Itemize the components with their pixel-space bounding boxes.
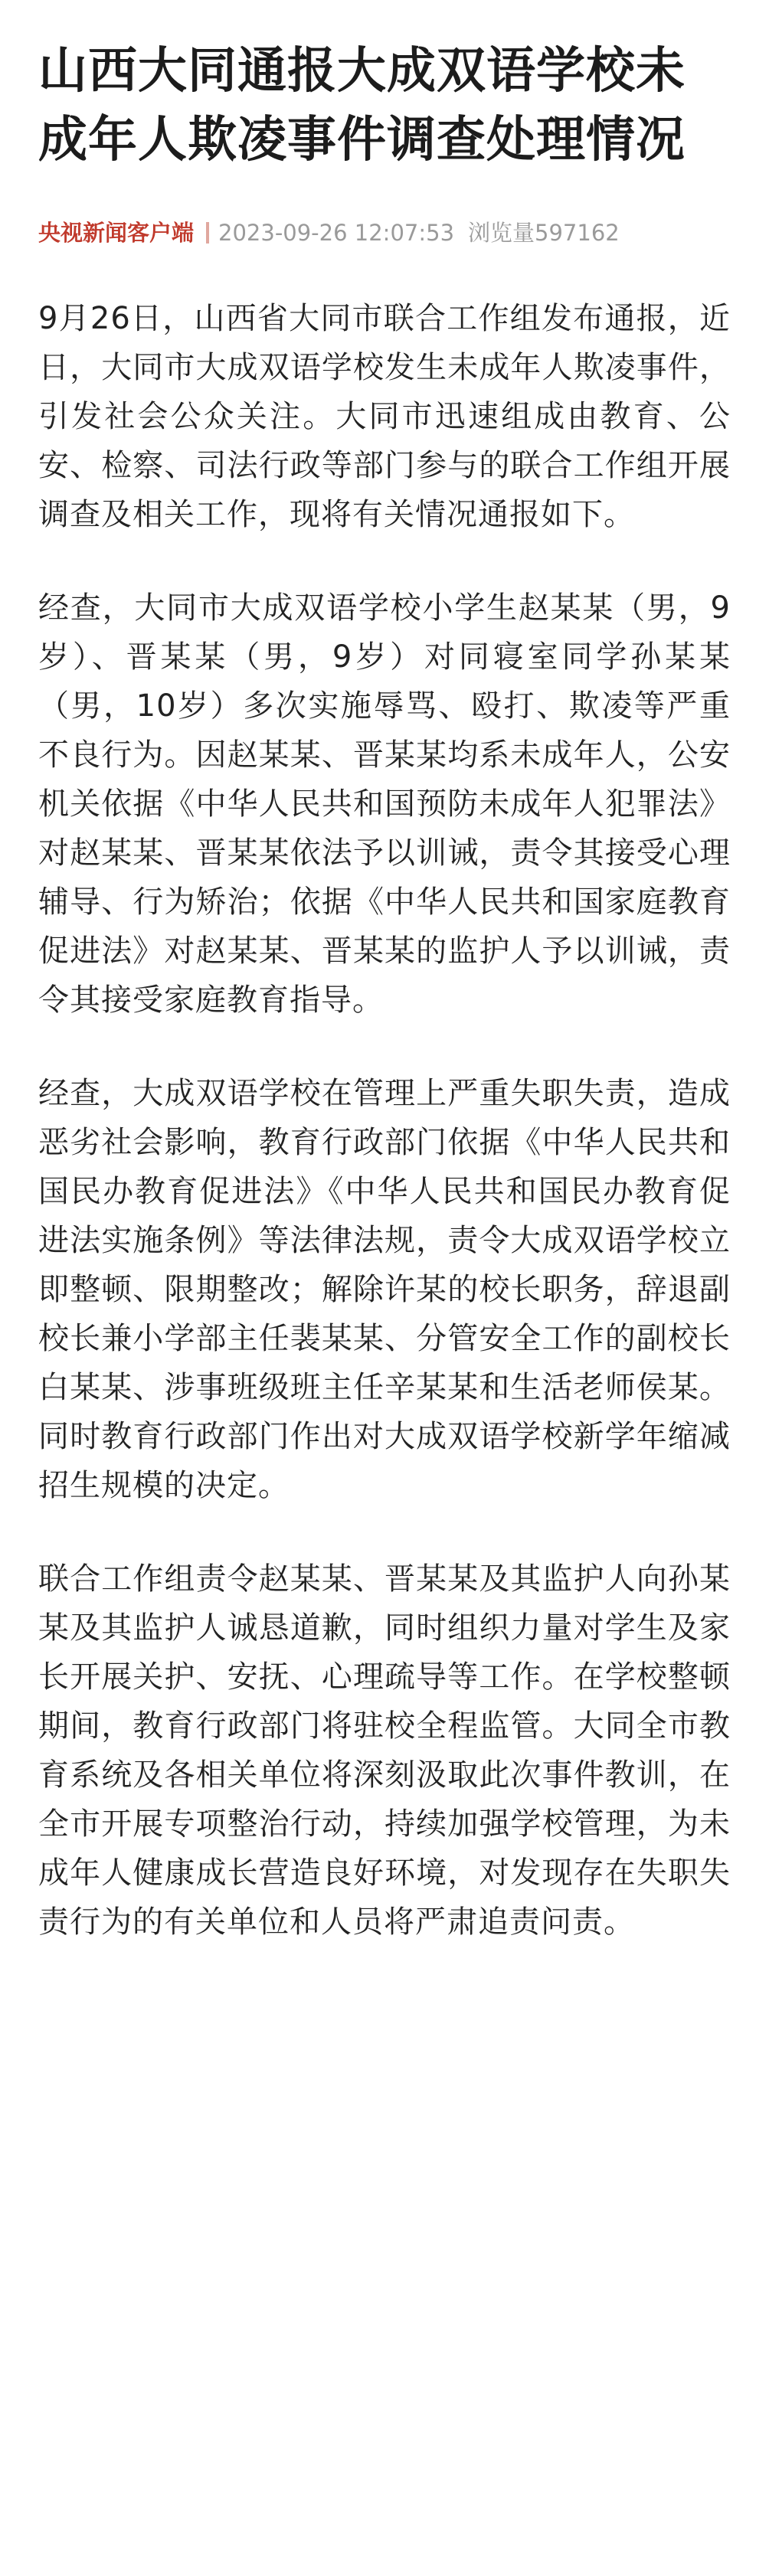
meta-divider	[206, 222, 209, 244]
view-count: 浏览量597162	[468, 220, 620, 246]
publish-time: 2023-09-26 12:07:53	[218, 220, 455, 246]
article-title: 山西大同通报大成双语学校未成年人欺凌事件调查处理情况	[38, 43, 686, 168]
paragraph-1: 9月26日，山西省大同市联合工作组发布通报，近日，大同市大成双语学校发生未成年人欺凌事件，引发社会公众关注。大同市迅速组成由教育、公安、检察、司法行政等部门参与的联合工作组开展调查及相关工作，现将有关情况通报如下。	[38, 301, 731, 532]
paragraph-2: 经查，大同市大成双语学校小学生赵某某（男，9岁）、晋某某（男，9岁）对同寝室同学孙某某（男，10岁）多次实施辱骂、殴打、欺凌等严重不良行为。因赵某某、晋某某均系未成年人，公安机关依据《中华人民共和国预防未成年人犯罪法》对赵某某、晋某某依法予以训诫，责令其接受心理辅导、行为矫治；依据《中华人民共和国家庭教育促进法》对赵某某、晋某某的监护人予以训诫，责令其接受家庭教育指导。	[38, 590, 731, 1018]
article-meta	[38, 217, 731, 248]
article-body	[38, 294, 731, 1947]
paragraph-4: 联合工作组责令赵某某、晋某某及其监护人向孙某某及其监护人诚恳道歉，同时组织力量对学生及家长开展关护、安抚、心理疏导等工作。在学校整顿期间，教育行政部门将驻校全程监管。大同全市教育系统及各相关单位将深刻汲取此次事件教训，在全市开展专项整治行动，持续加强学校管理，为未成年人健康成长营造良好环境，对发现存在失职失责行为的有关单位和人员将严肃追责问责。	[38, 1561, 731, 1940]
source-link[interactable]: 央视新闻客户端	[38, 220, 195, 246]
paragraph-3: 经查，大成双语学校在管理上严重失职失责，造成恶劣社会影响，教育行政部门依据《中华人民共和国民办教育促进法》《中华人民共和国民办教育促进法实施条例》等法律法规，责令大成双语学校立即整顿、限期整改；解除许某的校长职务，辞退副校长兼小学部主任裴某某、分管安全工作的副校长白某某、涉事班级班主任辛某某和生活老师侯某。同时教育行政部门作出对大成双语学校新学年缩减招生规模的决定。	[38, 1076, 731, 1503]
